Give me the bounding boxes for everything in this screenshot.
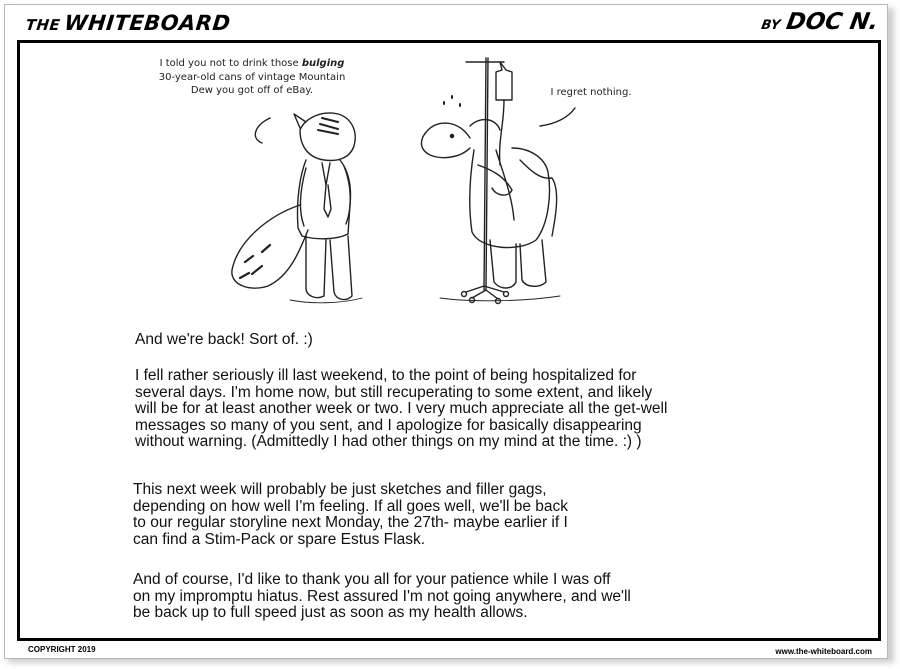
title-main: WHITEBOARD: [63, 11, 232, 35]
note-paragraph-1: And we're back! Sort of. :): [135, 331, 313, 348]
note-paragraph-2: I fell rather seriously ill last weekend, to the point of being hospitalized for several days. I'm home now, but still recuperating to some extent, and likely will be for at least another week or two. I very much appreciate all the get-well messages so many of you sent, and I apologize for basically disappearing without warning. (Admittedly I had other things on my mind at the time. :) ): [135, 367, 668, 450]
skunk-character: [232, 113, 362, 303]
byline-name: DOC N.: [784, 9, 881, 35]
speech-left-emphasis: bulging: [301, 58, 345, 69]
speech-bubble-right: I regret nothing.: [550, 87, 632, 98]
sick-character: [421, 96, 560, 301]
speech-bubble-left: [154, 57, 350, 98]
speech-left-before: I told you not to drink those: [159, 58, 299, 69]
title-prefix: THE: [24, 16, 62, 34]
note-paragraph-4: And of course, I'd like to thank you all for your patience while I was off on my impromptu hiatus. Rest assured I'm not going anywhere, and we'll be back up to full speed just as soon as my health allows.: [133, 571, 631, 621]
byline-prefix: BY: [759, 18, 782, 33]
copyright-notice: COPYRIGHT 2019: [28, 645, 96, 654]
speech-tail-right: [540, 108, 575, 126]
note-paragraph-3: This next week will probably be just sketches and filler gags, depending on how well I'm feeling. If all goes well, we'll be back to our regular storyline next Monday, the 27th- maybe earlier if I can find a Stim-Pack or spare Estus Flask.: [133, 481, 568, 548]
speech-tail-left: [255, 118, 270, 143]
website-url: www.the-whiteboard.com: [775, 647, 872, 656]
speech-left-after: 30-year-old cans of vintage Mountain Dew you got off of eBay.: [158, 71, 346, 96]
